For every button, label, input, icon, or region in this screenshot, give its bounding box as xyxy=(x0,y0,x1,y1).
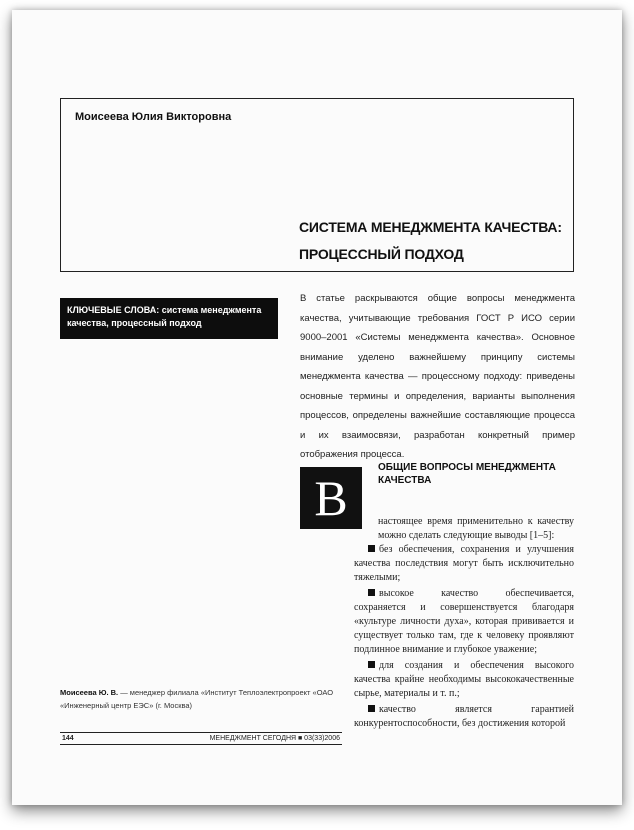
author-name: Моисеева Юлия Викторовна xyxy=(75,111,232,123)
list-item: качество является гарантией конкурентоспособности, без достижения которой xyxy=(354,704,574,729)
journal-page xyxy=(12,10,622,805)
list-item: для создания и обеспечения высокого качества крайне необходимы высококачественные сырье, материалы и т. п.; xyxy=(354,660,574,699)
author-info-name: Моисеева Ю. В. xyxy=(60,688,119,697)
author-info xyxy=(60,686,350,712)
section-heading: ОБЩИЕ ВОПРОСЫ МЕНЕДЖМЕНТА КАЧЕСТВА xyxy=(378,462,556,486)
author-info-text: — менеджер филиала «Институт Теплоэлектропроект «ОАО «Инженерный центр ЕЭС» (г. Москва) xyxy=(60,688,334,710)
page-number: 144 xyxy=(62,735,74,742)
body-first-paragraph: настоящее время применительно к качеству можно сделать следующие выводы [1–5]: xyxy=(378,516,574,541)
body-text xyxy=(354,543,574,733)
keywords-box: КЛЮЧЕВЫЕ СЛОВА: система менеджмента качества, процессный подход xyxy=(60,298,278,339)
page-footer xyxy=(60,732,342,745)
square-bullet-icon xyxy=(368,705,375,712)
title-line-1: СИСТЕМА МЕНЕДЖМЕНТА КАЧЕСТВА: xyxy=(299,219,562,235)
article-title xyxy=(299,214,569,268)
square-bullet-icon xyxy=(368,589,375,596)
article-header-box xyxy=(60,98,574,272)
square-bullet-icon xyxy=(368,545,375,552)
journal-name: МЕНЕДЖМЕНТ СЕГОДНЯ ■ 03(33)2006 xyxy=(209,735,340,742)
list-item: без обеспечения, сохранения и улучшения качества последствия могут быть исключительно тяжелыми; xyxy=(354,544,574,583)
title-line-2: ПРОЦЕССНЫЙ ПОДХОД xyxy=(299,246,464,262)
square-bullet-icon xyxy=(368,661,375,668)
list-item: высокое качество обеспечивается, сохраняется и совершенствуется благодаря «культуре личности духа», которая прививается и существует только там, где к человеку проявляют подлинное внимание и глубокое уважение; xyxy=(354,588,574,655)
abstract: В статье раскрываются общие вопросы менеджмента качества, учитывающие требования ГОСТ Р ИСО серии 9000–2001 «Системы менеджмента качества». Основное внимание уделено важнейшему принципу системы менеджмента качества — процессному подходу: приведены основные термины и определения, варианты выполнения процессов, определены важнейшие составляющие процесса и их взаимосвязи, разработан конкретный пример отображения процесса. xyxy=(300,293,575,460)
drop-cap: В xyxy=(300,467,362,529)
